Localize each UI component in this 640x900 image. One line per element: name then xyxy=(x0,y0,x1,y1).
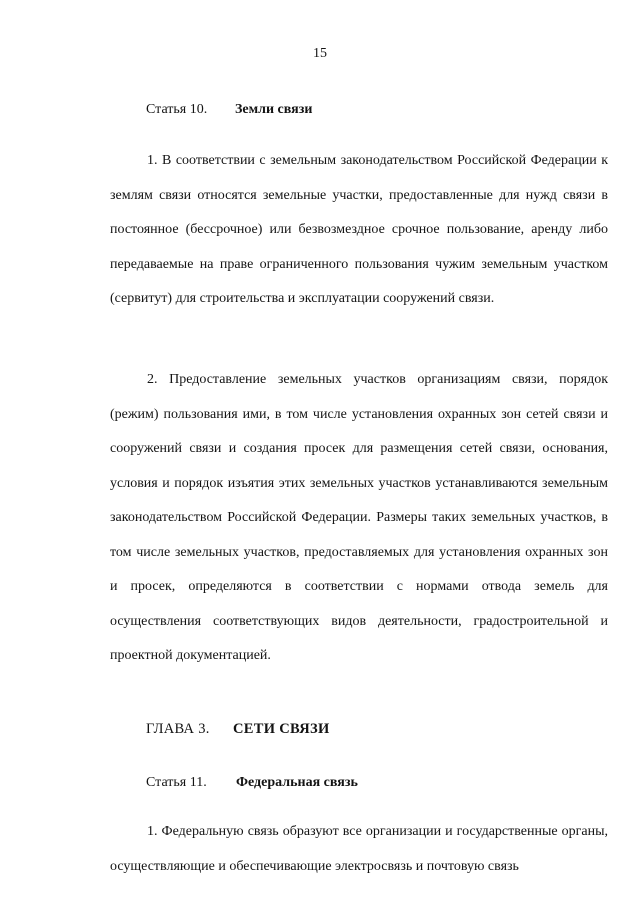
article-10-heading xyxy=(146,102,313,118)
article-11-title: Федеральная связь xyxy=(236,775,358,790)
article-10-title: Земли связи xyxy=(235,102,313,117)
article-11-paragraph-1: 1. Федеральную связь образуют все организации и государственные органы, осуществляющие и обеспечивающие электросвязь и почтовую связь xyxy=(110,824,608,874)
article-10-paragraph-1: 1. В соответствии с земельным законодательством Российской Федерации к землям связи относятся земельные участки, предоставленные для нужд связи в постоянное (бессрочное) или безвозмездное срочное пользование, аренду либо передаваемые на праве ограниченного пользования чужим земельным участком (сервитут) для строительства и эксплуатации сооружений связи. xyxy=(110,153,608,306)
article-10-number: Статья 10. xyxy=(146,102,208,117)
chapter-3-number: ГЛАВА 3. xyxy=(146,721,210,737)
chapter-3-title: СЕТИ СВЯЗИ xyxy=(233,721,330,737)
page-number: 15 xyxy=(313,46,327,61)
article-11-number: Статья 11. xyxy=(146,775,207,790)
article-10-paragraph-2: 2. Предоставление земельных участков организациям связи, порядок (режим) пользования ими, в том числе установления охранных зон сетей связи и сооружений связи и создания просек для размещения сетей связи, основания, условия и порядок изъятия этих земельных участков устанавливаются земельным законодательством Российской Федерации. Размеры таких земельных участков, в том числе земельных участков, предоставляемых для установления охранных зон и просек, определяются в соответствии с нормами отвода земель для осуществления соответствующих видов деятельности, градостроительной и проектной документацией. xyxy=(110,372,608,663)
article-11-heading xyxy=(146,775,358,791)
chapter-3-heading xyxy=(146,721,330,738)
